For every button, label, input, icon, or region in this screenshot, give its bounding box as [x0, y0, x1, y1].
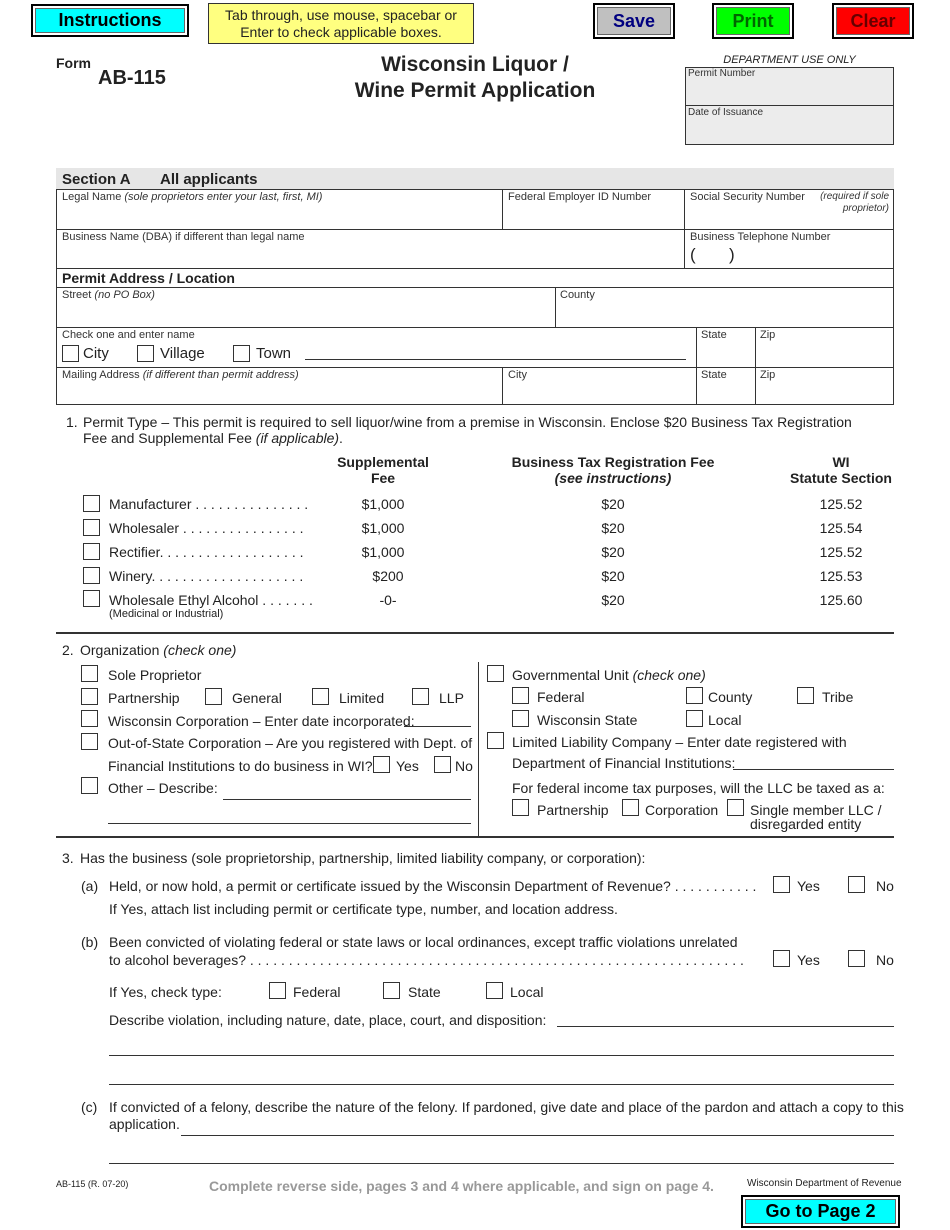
q3a-label: (a) [81, 878, 99, 894]
col-line [755, 327, 756, 405]
business-phone-input[interactable] [732, 247, 891, 267]
row-name: Wholesaler [109, 520, 180, 536]
go-to-page-2-button[interactable]: Go to Page 2 [741, 1195, 900, 1228]
llc-label-1: Limited Liability Company – Enter date registered with [512, 734, 847, 750]
city-checkbox[interactable] [62, 345, 79, 362]
out-of-state-corp-checkbox[interactable] [81, 733, 98, 750]
permit-row-supp: -0- [379, 592, 397, 608]
q2-number: 2. [62, 642, 74, 658]
check-one-label: Check one and enter name [62, 329, 195, 341]
permit-row-name [109, 544, 304, 560]
q1-text-2: Fee and Supplemental Fee [83, 430, 252, 446]
permit-row-name [109, 568, 303, 584]
llc-single-member-checkbox[interactable] [727, 799, 744, 816]
village-checkbox[interactable] [137, 345, 154, 362]
violation-local-checkbox[interactable] [486, 982, 503, 999]
q3-number: 3. [62, 850, 74, 866]
col-line [502, 189, 503, 229]
q2-title-text: Organization [80, 642, 160, 658]
permit-state-input[interactable] [699, 344, 753, 366]
gov-federal-label: Federal [537, 689, 585, 705]
mailing-note: (if different than permit address) [142, 369, 299, 381]
gov-local-checkbox[interactable] [686, 710, 703, 727]
ssn-input[interactable] [687, 214, 891, 228]
llc-partnership-label: Partnership [537, 802, 609, 818]
col-header-btr [488, 454, 738, 486]
llc-corporation-label: Corporation [645, 802, 719, 818]
col-btr-line-1: Business Tax Registration Fee [511, 454, 715, 470]
wi-corporation-label: Wisconsin Corporation – Enter date incorporated: [108, 713, 415, 729]
phone-paren-close: ) [729, 245, 735, 264]
rectifier-checkbox[interactable] [83, 543, 100, 560]
mailing-zip-input[interactable] [758, 384, 891, 404]
date-of-issuance-label: Date of Issuance [688, 107, 764, 118]
limited-label: Limited [339, 690, 385, 706]
other-describe-input[interactable] [223, 783, 471, 800]
q3b-no-label: No [876, 952, 894, 968]
partnership-checkbox[interactable] [81, 688, 98, 705]
col-wi-line-1: WI [832, 454, 850, 470]
violation-federal-checkbox[interactable] [269, 982, 286, 999]
llc-corporation-checkbox[interactable] [622, 799, 639, 816]
q3-intro: Has the business (sole proprietorship, partnership, limited liability company, or corporation): [80, 850, 646, 866]
gov-tribe-checkbox[interactable] [797, 687, 814, 704]
other-describe-input-2[interactable] [108, 807, 471, 824]
other-label: Other – Describe: [108, 780, 218, 796]
county-label: County [560, 289, 595, 301]
permit-row-name [109, 496, 308, 512]
check-type-label: If Yes, check type: [109, 984, 222, 1000]
street-label [62, 289, 155, 302]
form-revision: AB-115 (R. 07-20) [56, 1179, 129, 1189]
q3b-yes-checkbox[interactable] [773, 950, 790, 967]
legal-name-input[interactable] [59, 206, 499, 227]
winery-checkbox[interactable] [83, 567, 100, 584]
q3b-text-line-1: Been convicted of violating federal or state laws or local ordinances, except traffic violations unrelated [109, 934, 738, 950]
row-name: Manufacturer [109, 496, 192, 512]
llc-checkbox[interactable] [487, 732, 504, 749]
oos-yes-label: Yes [396, 758, 419, 774]
felony-description-input[interactable] [181, 1119, 894, 1136]
permit-row-btr: $20 [601, 520, 625, 536]
q3a-yes-checkbox[interactable] [773, 876, 790, 893]
permit-number-label: Permit Number [688, 68, 756, 79]
q3b-label: (b) [81, 934, 99, 950]
mailing-city-label: City [508, 369, 527, 381]
llc-single-label-2: disregarded entity [750, 816, 862, 832]
row-name: Rectifier [109, 544, 160, 560]
business-phone-label: Business Telephone Number [690, 231, 831, 243]
row-name: Wholesale Ethyl Alcohol [109, 592, 259, 608]
permit-row-stat: 125.60 [819, 592, 863, 608]
q3a-no-checkbox[interactable] [848, 876, 865, 893]
permit-row-supp: $1,000 [361, 520, 405, 536]
out-of-state-label-2: Financial Institutions to do business in WI? [108, 758, 373, 774]
q1-text-2-end: . [339, 430, 343, 446]
fein-input[interactable] [505, 206, 681, 227]
permit-row-name [109, 520, 304, 536]
form-title-line-2: Wine Permit Application [354, 79, 596, 102]
gov-county-label: County [708, 689, 753, 705]
mailing-address-label [62, 369, 299, 382]
col-btr-line-2: (see instructions) [554, 470, 672, 486]
mailing-address-input[interactable] [59, 384, 499, 404]
row-dots: . . . . . . . . . . . . . . . [191, 496, 309, 512]
permit-row-btr: $20 [601, 592, 625, 608]
q3a-text: Held, or now hold, a permit or certificate issued by the Wisconsin Department of Revenue? . . . . . . . . . . . [109, 878, 757, 894]
col-line [696, 327, 697, 405]
violation-description-input-3[interactable] [109, 1067, 894, 1085]
ssn-note-line-1: (required if sole [820, 191, 889, 202]
ssn-note-line-2: proprietor) [842, 203, 889, 214]
q3a-yes-label: Yes [797, 878, 820, 894]
row-dots: . . . . . . . . . . . . . . . . . . . . [151, 568, 304, 584]
permit-zip-label: Zip [760, 329, 776, 341]
form-word: Form [56, 55, 91, 71]
ethyl-alcohol-note: (Medicinal or Industrial) [109, 608, 224, 620]
permit-state-label: State [701, 329, 727, 341]
mailing-city-input[interactable] [505, 384, 694, 404]
mailing-zip-label: Zip [760, 369, 776, 381]
clear-button[interactable]: Clear [832, 3, 914, 39]
permit-row-stat: 125.53 [819, 568, 863, 584]
legal-name-label [62, 191, 322, 204]
col-line [684, 189, 685, 268]
col-header-supplemental [313, 454, 453, 486]
q2-title [80, 642, 236, 658]
city-option-label: City [83, 345, 109, 362]
row-line [56, 229, 894, 230]
gov-text: Governmental Unit [512, 667, 629, 683]
instructions-button[interactable]: Instructions [31, 4, 189, 37]
wholesaler-checkbox[interactable] [83, 519, 100, 536]
violation-state-checkbox[interactable] [383, 982, 400, 999]
col-wi-line-2: Statute Section [790, 470, 892, 486]
permit-row-stat: 125.54 [819, 520, 863, 536]
oos-no-checkbox[interactable] [434, 756, 451, 773]
wi-corporation-checkbox[interactable] [81, 710, 98, 727]
q3b-no-checkbox[interactable] [848, 950, 865, 967]
hint-line-1: Tab through, use mouse, spacebar or [225, 7, 457, 23]
row-dots: . . . . . . . . . . . . . . . . . . . [159, 544, 304, 560]
permit-row-btr: $20 [601, 544, 625, 560]
permit-row-supp: $200 [372, 568, 404, 584]
q1-text-2-note: (if applicable) [255, 430, 340, 446]
gov-note: (check one) [632, 667, 706, 683]
llp-checkbox[interactable] [412, 688, 429, 705]
q3b-text-line-2: to alcohol beverages? . . . . . . . . . . . . . . . . . . . . . . . . . . . . . . . . . . . . . . . . . . . . . . . . . . . . . . . . . . . . . . . . [109, 952, 744, 968]
out-of-state-label-1: Out-of-State Corporation – Are you registered with Dept. of [108, 735, 473, 751]
q2-title-note: (check one) [163, 642, 237, 658]
gov-tribe-label: Tribe [822, 689, 854, 705]
business-name-label: Business Name (DBA) if different than legal name [62, 231, 305, 243]
legal-name-text: Legal Name [62, 191, 122, 203]
permit-row-supp: $1,000 [361, 496, 405, 512]
gov-wi-state-checkbox[interactable] [512, 710, 529, 727]
street-input[interactable] [59, 304, 553, 326]
llc-single-label-1: Single member LLC / [750, 802, 882, 818]
felony-description-input-2[interactable] [109, 1146, 894, 1164]
row-line [56, 268, 894, 269]
permit-row-stat: 125.52 [819, 544, 863, 560]
general-label: General [232, 690, 282, 706]
llc-date-input[interactable] [733, 753, 894, 770]
ethyl-alcohol-checkbox[interactable] [83, 590, 100, 607]
permit-row-btr: $20 [601, 496, 625, 512]
street-note: (no PO Box) [94, 289, 155, 301]
q1-text-line-1: Permit Type – This permit is required to sell liquor/wine from a premise in Wisconsin. Enclose $20 Business Tax Registration [83, 414, 852, 430]
county-input[interactable] [558, 304, 891, 326]
violation-state-label: State [408, 984, 441, 1000]
governmental-unit-checkbox[interactable] [487, 665, 504, 682]
form-title [320, 52, 630, 104]
llc-tax-question: For federal income tax purposes, will the LLC be taxed as a: [512, 780, 885, 796]
oos-yes-checkbox[interactable] [373, 756, 390, 773]
violation-local-label: Local [510, 984, 544, 1000]
col-supp-line-2: Fee [370, 470, 396, 486]
q1-text-line-2 [83, 430, 343, 446]
save-button[interactable]: Save [593, 3, 675, 39]
section-a-title: All applicants [160, 171, 258, 188]
q3b-yes-label: Yes [797, 952, 820, 968]
section-divider [56, 632, 894, 634]
partnership-label: Partnership [108, 690, 180, 706]
dept-use-only: DEPARTMENT USE ONLY [723, 54, 856, 66]
permit-address-heading: Permit Address / Location [62, 270, 235, 286]
date-incorporated-input[interactable] [404, 711, 471, 727]
row-line [56, 327, 894, 328]
row-line [56, 287, 894, 288]
permit-row-stat: 125.52 [819, 496, 863, 512]
form-title-line-1: Wisconsin Liquor / [381, 53, 569, 76]
general-partnership-checkbox[interactable] [205, 688, 222, 705]
col-header-wi [776, 454, 906, 486]
phone-paren-open: ( [690, 245, 696, 264]
mailing-state-input[interactable] [699, 384, 753, 404]
permit-row-btr: $20 [601, 568, 625, 584]
gov-wi-state-label: Wisconsin State [537, 712, 638, 728]
q3a-no-label: No [876, 878, 894, 894]
fein-label: Federal Employer ID Number [508, 191, 652, 203]
ssn-note [800, 191, 889, 215]
legal-name-note: (sole proprietors enter your last, first, MI) [124, 191, 323, 203]
llc-partnership-checkbox[interactable] [512, 799, 529, 816]
section-a-label: Section A [62, 171, 131, 188]
section-divider [56, 836, 894, 838]
print-button[interactable]: Print [712, 3, 794, 39]
navigation-hint [208, 3, 474, 44]
row-line [56, 367, 894, 368]
col-line [555, 287, 556, 327]
gov-county-checkbox[interactable] [686, 687, 703, 704]
q1-number: 1. [66, 414, 78, 430]
limited-partnership-checkbox[interactable] [312, 688, 329, 705]
ssn-label: Social Security Number [690, 191, 805, 203]
col-supp-line-1: Supplemental [337, 454, 429, 470]
hint-line-2: Enter to check applicable boxes. [240, 24, 442, 40]
violation-description-input[interactable] [557, 1010, 894, 1027]
row-dots: . . . . . . . [258, 592, 313, 608]
oos-no-label: No [455, 758, 473, 774]
town-checkbox[interactable] [233, 345, 250, 362]
other-checkbox[interactable] [81, 777, 98, 794]
q3c-text-line-1: If convicted of a felony, describe the nature of the felony. If pardoned, give date and place of the pardon and attach a copy to this [109, 1099, 904, 1115]
footer-note: Complete reverse side, pages 3 and 4 where applicable, and sign on page 4. [209, 1178, 714, 1194]
footer-dept: Wisconsin Department of Revenue [747, 1178, 902, 1189]
llp-label: LLP [439, 690, 464, 706]
row-name: Winery [109, 568, 152, 584]
permit-row-supp: $1,000 [361, 544, 405, 560]
q2-column-divider [478, 662, 479, 837]
sole-proprietor-label: Sole Proprietor [108, 667, 202, 683]
violation-federal-label: Federal [293, 984, 341, 1000]
form-number: AB-115 [98, 67, 166, 89]
gov-federal-checkbox[interactable] [512, 687, 529, 704]
mailing-text: Mailing Address [62, 369, 140, 381]
describe-violation-label: Describe violation, including nature, date, place, court, and disposition: [109, 1012, 547, 1028]
col-line [502, 367, 503, 405]
village-option-label: Village [160, 345, 205, 362]
q3c-text-line-2: application. [109, 1116, 180, 1132]
manufacturer-checkbox[interactable] [83, 495, 100, 512]
gov-local-label: Local [708, 712, 742, 728]
permit-zip-input[interactable] [758, 344, 891, 366]
sole-proprietor-checkbox[interactable] [81, 665, 98, 682]
permit-row-name [109, 592, 313, 608]
business-name-input[interactable] [59, 246, 681, 267]
violation-description-input-2[interactable] [109, 1038, 894, 1056]
governmental-unit-label [512, 667, 706, 683]
llc-label-2: Department of Financial Institutions: [512, 755, 736, 771]
mailing-state-label: State [701, 369, 727, 381]
row-dots: . . . . . . . . . . . . . . . . [179, 520, 304, 536]
q3a-subtext: If Yes, attach list including permit or certificate type, number, and location address. [109, 901, 618, 917]
q3c-label: (c) [81, 1099, 98, 1115]
street-text: Street [62, 289, 92, 301]
town-option-label: Town [256, 345, 292, 362]
municipality-name-input[interactable] [305, 342, 686, 360]
